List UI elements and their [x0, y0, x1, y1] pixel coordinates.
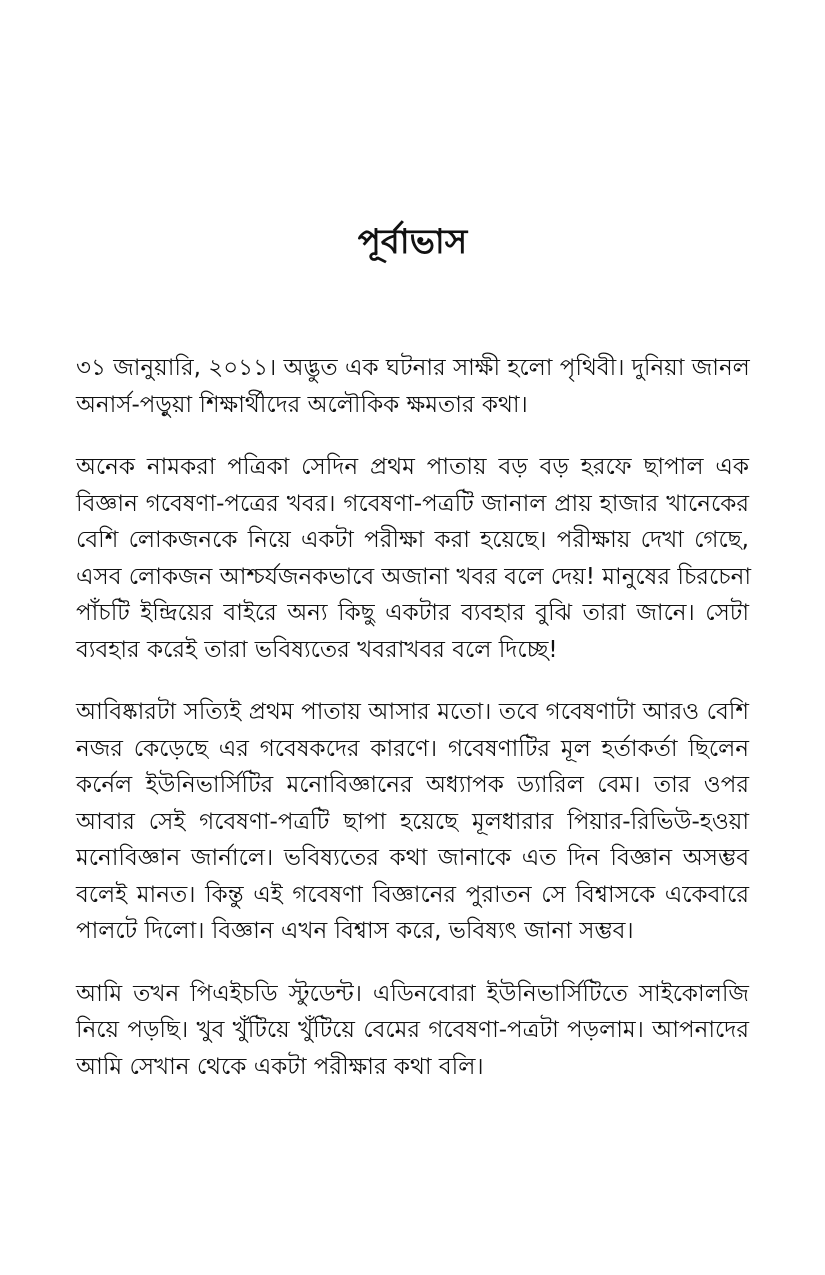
- paragraph-line: কর্নেল ইউনিভার্সিটির মনোবিজ্ঞানের অধ্যাপক ড্যারিল বেম। তার ওপর: [76, 772, 749, 798]
- paragraph-line: ব্যবহার করেই তারা ভবিষ্যতের খবরাখবর বলে দিচ্ছে!: [76, 636, 558, 663]
- paragraph-3: [76, 694, 749, 950]
- paragraph-1: [76, 350, 749, 423]
- paragraph-line: এসব লোকজন আশ্চর্যজনকভাবে অজানা খবর বলে দেয়! মানুষের চিরচেনা: [76, 563, 752, 590]
- paragraph-line: আবার সেই গবেষণা-পত্রটি ছাপা হয়েছে মূলধারার পিয়ার-রিভিউ-হওয়া: [76, 808, 749, 835]
- paragraph-4: [76, 976, 749, 1086]
- paragraph-line: ৩১ জানুয়ারি, ২০১১। অদ্ভুত এক ঘটনার সাক্ষী হলো পৃথিবী। দুনিয়া জানল: [76, 355, 750, 381]
- paragraph-line: মনোবিজ্ঞান জার্নালে। ভবিষ্যতের কথা জানাকে এত দিন বিজ্ঞান অসম্ভব: [76, 845, 749, 871]
- paragraph-line: অনেক নামকরা পত্রিকা সেদিন প্রথম পাতায় বড় বড় হরফে ছাপাল এক: [76, 454, 749, 480]
- paragraph-line: নজর কেড়েছে এর গবেষকদের কারণে। গবেষণাটির মূল হর্তাকর্তা ছিলেন: [76, 735, 749, 762]
- paragraph-line: পাঁচটি ইন্দ্রিয়ের বাইরে অন্য কিছু একটার ব্যবহার বুঝি তারা জানে। সেটা: [76, 600, 749, 626]
- paragraph-line: অনার্স-পড়ুয়া শিক্ষার্থীদের অলৌকিক ক্ষমতার কথা।: [76, 391, 528, 418]
- paragraph-line: বিজ্ঞান গবেষণা-পত্রের খবর। গবেষণা-পত্রটি জানাল প্রায় হাজার খানেকের: [76, 490, 749, 517]
- paragraph-line: পালটে দিলো। বিজ্ঞান এখন বিশ্বাস করে, ভবিষ্যৎ জানা সম্ভব।: [76, 918, 634, 944]
- paragraph-line: বলেই মানত। কিন্তু এই গবেষণা বিজ্ঞানের পুরাতন সে বিশ্বাসকে একেবারে: [76, 881, 749, 908]
- paragraph-line: আমি তখন পিএইচডি স্টুডেন্ট। এডিনবোরা ইউনিভার্সিটিতে সাইকোলজি: [76, 980, 749, 1007]
- paragraph-2: [76, 449, 752, 668]
- paragraph-line: বেশি লোকজনকে নিয়ে একটা পরীক্ষা করা হয়েছে। পরীক্ষায় দেখা গেছে,: [76, 527, 749, 553]
- chapter-title: পূর্বাভাস: [357, 222, 468, 262]
- chapter-body: [76, 350, 752, 1111]
- paragraph-line: আমি সেখান থেকে একটা পরীক্ষার কথা বলি।: [76, 1053, 484, 1080]
- paragraph-line: নিয়ে পড়ছি। খুব খুঁটিয়ে খুঁটিয়ে বেমের গবেষণা-পত্রটা পড়লাম। আপনাদের: [76, 1017, 749, 1043]
- paragraph-line: আবিষ্কারটা সত্যিই প্রথম পাতায় আসার মতো। তবে গবেষণাটা আরও বেশি: [76, 699, 749, 725]
